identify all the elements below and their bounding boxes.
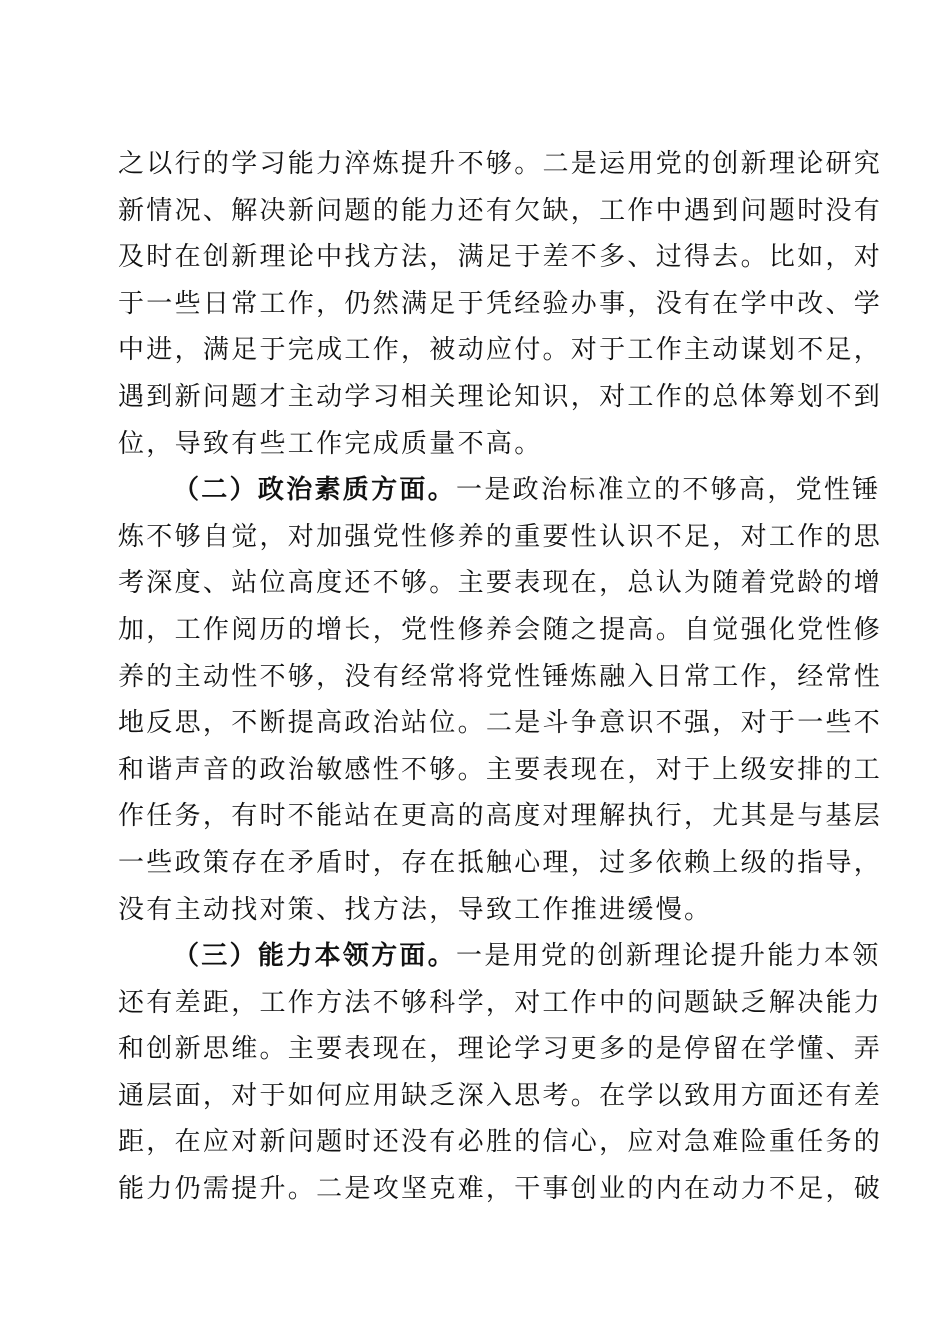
body-line: 加，工作阅历的增长，党性修养会随之提高。自觉强化党性修 [118, 614, 883, 645]
body-line: 位，导致有些工作完成质量不高。 [118, 428, 543, 459]
body-line: 和创新思维。主要表现在，理论学习更多的是停留在学懂、弄 [118, 1034, 883, 1065]
section-3-first-line [118, 933, 881, 980]
body-line: 中进，满足于完成工作，被动应付。对于工作主动谋划不足， [118, 335, 883, 366]
body-line: 考深度、站位高度还不够。主要表现在，总认为随着党龄的增 [118, 568, 883, 599]
body-line: 通层面，对于如何应用缺乏深入思考。在学以致用方面还有差 [118, 1080, 883, 1111]
body-line: 作任务，有时不能站在更高的高度对理解执行，尤其是与基层 [118, 801, 883, 832]
body-line: 地反思，不断提高政治站位。二是斗争意识不强，对于一些不 [118, 708, 883, 739]
section-2-first-line [118, 467, 881, 514]
body-line: 养的主动性不够，没有经常将党性锤炼融入日常工作，经常性 [118, 661, 883, 692]
body-line: 之以行的学习能力淬炼提升不够。二是运用党的创新理论研究 [118, 149, 883, 179]
body-line: 距，在应对新问题时还没有必胜的信心，应对急难险重任务的 [118, 1127, 883, 1158]
section-2-first-line-text: 一是政治标准立的不够高，党性锤 [456, 475, 881, 506]
body-line: 于一些日常工作，仍然满足于凭经验办事，没有在学中改、学 [118, 288, 883, 319]
section-3-heading: （三）能力本领方面。 [173, 941, 457, 972]
body-line: 和谐声音的政治敏感性不够。主要表现在，对于上级安排的工 [118, 754, 883, 785]
section-2-heading: （二）政治素质方面。 [173, 475, 457, 506]
document-body [118, 141, 883, 1213]
body-line: 没有主动找对策、找方法，导致工作推进缓慢。 [118, 894, 713, 925]
body-line: 还有差距，工作方法不够科学，对工作中的问题缺乏解决能力 [118, 987, 883, 1018]
body-line: 及时在创新理论中找方法，满足于差不多、过得去。比如，对 [118, 242, 883, 273]
body-line: 遇到新问题才主动学习相关理论知识，对工作的总体筹划不到 [118, 381, 883, 412]
body-line: 一些政策存在矛盾时，存在抵触心理，过多依赖上级的指导， [118, 847, 883, 878]
section-3-first-line-text: 一是用党的创新理论提升能力本领 [456, 941, 881, 972]
body-line: 新情况、解决新问题的能力还有欠缺，工作中遇到问题时没有 [118, 195, 883, 226]
body-line: 炼不够自觉，对加强党性修养的重要性认识不足，对工作的思 [118, 521, 883, 552]
body-line: 能力仍需提升。二是攻坚克难，干事创业的内在动力不足，破 [118, 1174, 883, 1205]
